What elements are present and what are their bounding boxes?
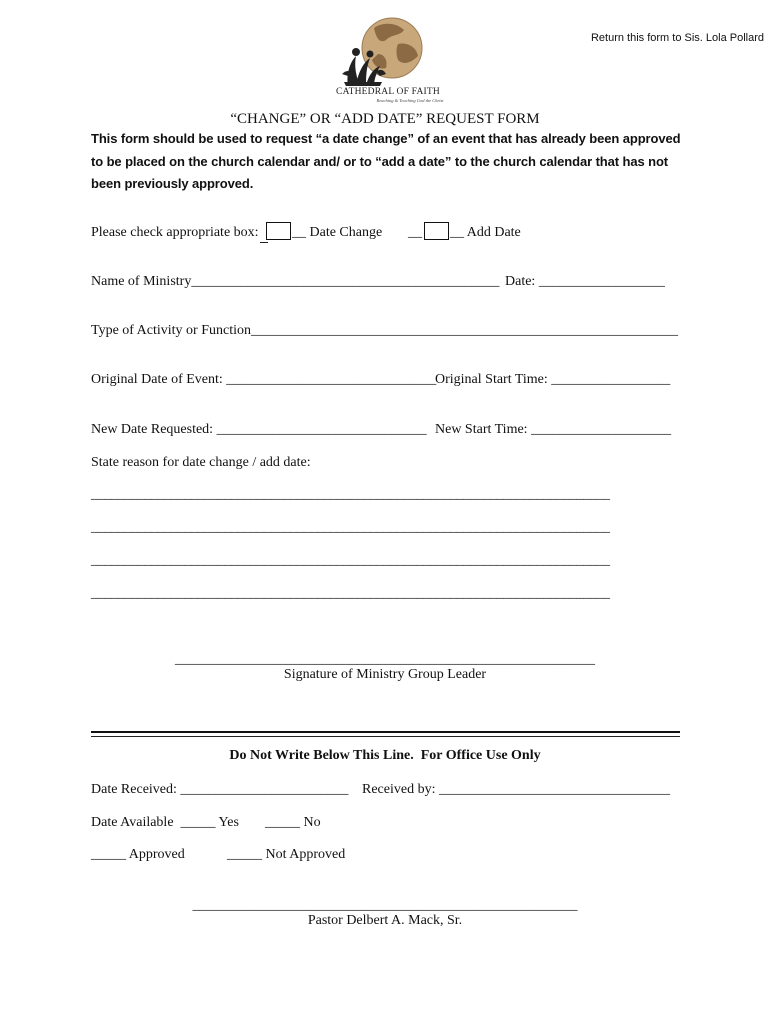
logo-text: CATHEDRAL OF FAITH	[336, 87, 440, 97]
original-start-time-field[interactable]: Original Start Time: _________________	[435, 372, 671, 387]
reason-line[interactable]: ______________________________________________________________________________	[91, 520, 610, 535]
form-instructions: This form should be used to request “a date change” of an event that has already been approved to be placed on the church calendar and/ or to “add a date” to the church calendar that has not been previously approved.	[91, 131, 681, 191]
office-use-heading: Do Not Write Below This Line. For Office Use Only	[229, 748, 541, 763]
add-date-checkbox[interactable]	[424, 222, 449, 240]
new-start-time-field[interactable]: New Start Time: ____________________	[435, 422, 672, 437]
office-divider-thin	[91, 736, 680, 737]
add-date-label: __ Add Date	[450, 225, 521, 240]
reason-label: State reason for date change / add date:	[91, 455, 311, 470]
date-field[interactable]: Date: __________________	[505, 274, 665, 289]
new-date-field[interactable]: New Date Requested: ______________________________	[91, 422, 427, 437]
pastor-name: Pastor Delbert A. Mack, Sr.	[307, 913, 463, 928]
activity-type-field[interactable]: Type of Activity or Function_____________________________________________________________	[91, 323, 679, 338]
date-received-field[interactable]: Date Received: ________________________	[91, 782, 349, 797]
form-title: “CHANGE” OR “ADD DATE” REQUEST FORM	[230, 111, 540, 127]
original-date-field[interactable]: Original Date of Event: ______________________________	[91, 372, 437, 387]
pastor-signature-line[interactable]: _______________________________________________________	[192, 898, 578, 913]
received-by-field[interactable]: Received by: _________________________________	[362, 782, 670, 797]
date-change-checkbox[interactable]	[266, 222, 291, 240]
ministry-name-field[interactable]: Name of Ministry____________________________________________	[91, 274, 500, 289]
logo-tagline: Reaching & Teaching God the Christ	[376, 98, 444, 103]
not-approved-option[interactable]: _____ Not Approved	[227, 847, 346, 862]
office-divider	[91, 731, 680, 733]
reason-line[interactable]: ______________________________________________________________________________	[91, 553, 610, 568]
add-date-prefix: __	[408, 225, 422, 240]
date-change-label: __ Date Change	[292, 225, 383, 240]
date-available-no[interactable]: _____ No	[265, 815, 321, 830]
leader-signature-label: Signature of Ministry Group Leader	[283, 667, 487, 682]
church-logo	[326, 14, 450, 106]
checkbox-leading-underline	[260, 242, 268, 243]
approved-option[interactable]: _____ Approved	[91, 847, 185, 862]
date-available-yes[interactable]: Date Available _____ Yes	[91, 815, 239, 830]
reason-line[interactable]: ______________________________________________________________________________	[91, 487, 610, 502]
check-prompt: Please check appropriate box:	[91, 225, 263, 240]
reason-line[interactable]: ______________________________________________________________________________	[91, 586, 610, 601]
cathedral-of-faith-logo-icon	[326, 14, 450, 106]
return-instruction: Return this form to Sis. Lola Pollard	[590, 32, 764, 44]
leader-signature-line[interactable]: ____________________________________________________________	[175, 652, 595, 667]
